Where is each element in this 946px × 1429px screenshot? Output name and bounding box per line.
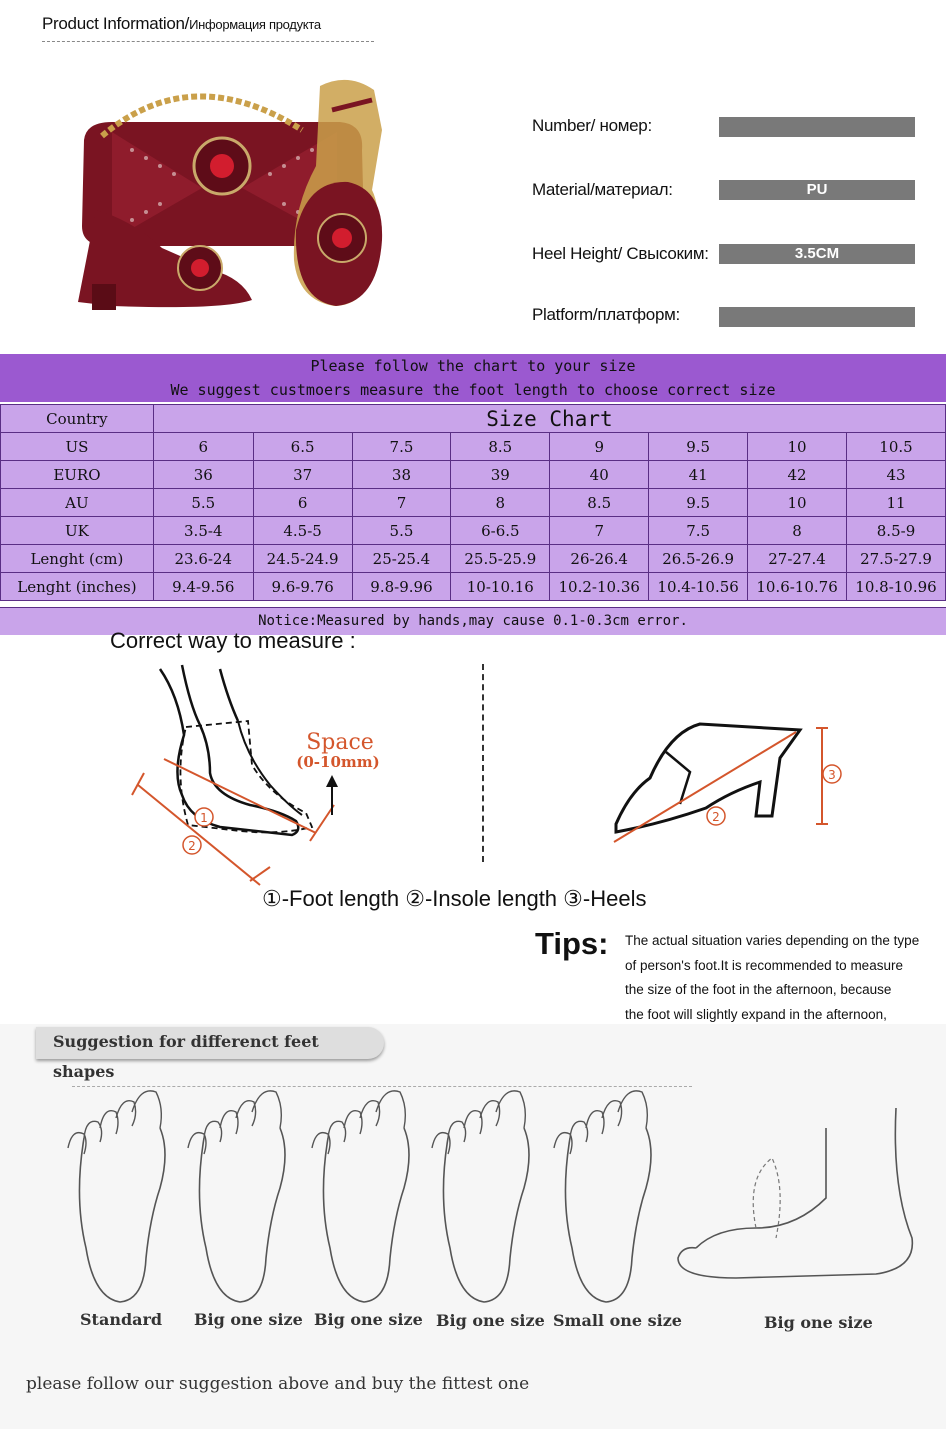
size-row-label: Lenght (cm) xyxy=(1,545,154,573)
size-cell: 8 xyxy=(748,517,847,545)
size-cell: 36 xyxy=(153,461,253,489)
size-cell: 6 xyxy=(253,489,352,517)
size-cell: 7 xyxy=(352,489,451,517)
size-chart-instruction: Please follow the chart to your size xyxy=(310,357,636,375)
tips-title: Tips: xyxy=(535,926,609,961)
foot-big-toe-icon xyxy=(188,1091,285,1302)
size-row xyxy=(1,461,946,489)
measure-notice: Notice:Measured by hands,may cause 0.1-0.3cm error. xyxy=(0,607,946,635)
size-cell: 8.5 xyxy=(550,489,649,517)
size-cell: 9.6-9.76 xyxy=(253,573,352,601)
size-cell: 6.5 xyxy=(253,433,352,461)
marker-insole-heel: 2 xyxy=(712,810,720,824)
foot-label-big-3: Big one size xyxy=(436,1311,545,1330)
size-cell: 3.5-4 xyxy=(153,517,253,545)
size-chart-title: Size Chart xyxy=(153,405,945,433)
closing-advice: please follow our suggestion above and buy the fittest one xyxy=(26,1374,530,1394)
size-cell: 26-26.4 xyxy=(550,545,649,573)
size-cell: 25.5-25.9 xyxy=(451,545,550,573)
size-cell: 6-6.5 xyxy=(451,517,550,545)
spec-material-label: Material/материал: xyxy=(532,180,673,199)
size-row xyxy=(1,545,946,573)
size-cell: 10.6-10.76 xyxy=(748,573,847,601)
size-cell: 9.4-9.56 xyxy=(153,573,253,601)
size-cell: 27.5-27.9 xyxy=(847,545,946,573)
size-row-label: AU xyxy=(1,489,154,517)
foot-wide-icon xyxy=(432,1091,529,1302)
title-underline xyxy=(42,41,374,42)
size-row-label: EURO xyxy=(1,461,154,489)
size-cell: 25-25.4 xyxy=(352,545,451,573)
size-cell: 23.6-24 xyxy=(153,545,253,573)
size-cell: 38 xyxy=(352,461,451,489)
foot-label-standard: Standard xyxy=(80,1310,163,1329)
size-cell: 4.5-5 xyxy=(253,517,352,545)
size-cell: 8.5 xyxy=(451,433,550,461)
size-cell: 9 xyxy=(550,433,649,461)
tips-line: of person's foot.It is recommended to measure xyxy=(625,957,903,973)
size-cell: 9.8-9.96 xyxy=(352,573,451,601)
size-cell: 10 xyxy=(748,433,847,461)
size-cell: 7 xyxy=(550,517,649,545)
size-cell: 9.5 xyxy=(649,489,748,517)
feet-shapes-heading: Suggestion for differenct feet shapes xyxy=(36,1027,384,1059)
tips-line: the size of the foot in the afternoon, because xyxy=(625,982,892,997)
size-cell: 10.5 xyxy=(847,433,946,461)
size-cell: 9.5 xyxy=(649,433,748,461)
size-cell: 26.5-26.9 xyxy=(649,545,748,573)
country-header: Country xyxy=(1,405,154,433)
foot-standard-icon xyxy=(68,1091,165,1302)
size-cell: 8 xyxy=(451,489,550,517)
heel-measure-diagram xyxy=(610,712,850,852)
spec-platform-label: Platform/платформ: xyxy=(532,305,680,324)
size-cell: 5.5 xyxy=(153,489,253,517)
size-row xyxy=(1,573,946,601)
size-cell: 43 xyxy=(847,461,946,489)
tips-line: the foot will slightly expand in the afternoon, xyxy=(625,1006,887,1022)
spec-heel-value: 3.5CM xyxy=(719,244,915,264)
size-row-label: UK xyxy=(1,517,154,545)
size-cell: 10.4-10.56 xyxy=(649,573,748,601)
foot-long-toe-icon xyxy=(312,1091,409,1302)
size-cell: 40 xyxy=(550,461,649,489)
size-row xyxy=(1,433,946,461)
foot-label-big-2: Big one size xyxy=(314,1310,423,1329)
size-chart-body xyxy=(1,433,946,601)
size-cell: 27-27.4 xyxy=(748,545,847,573)
spec-platform-value xyxy=(719,307,915,327)
foot-narrow-icon xyxy=(554,1091,651,1302)
size-chart-header-row xyxy=(1,405,946,433)
size-row-label: Lenght (inches) xyxy=(1,573,154,601)
size-cell: 41 xyxy=(649,461,748,489)
size-cell: 10.8-10.96 xyxy=(847,573,946,601)
marker-foot-length: 1 xyxy=(200,811,208,825)
size-cell: 39 xyxy=(451,461,550,489)
page-title xyxy=(42,14,321,34)
tips-line: The actual situation varies depending on the type xyxy=(625,933,920,948)
size-cell: 8.5-9 xyxy=(847,517,946,545)
size-cell: 7.5 xyxy=(352,433,451,461)
spec-material-value: PU xyxy=(719,180,915,200)
size-cell: 10.2-10.36 xyxy=(550,573,649,601)
spec-heel-label: Heel Height/ Свысоким: xyxy=(532,244,709,263)
size-cell: 10 xyxy=(748,489,847,517)
foot-side-icon xyxy=(678,1108,912,1278)
size-chart-banner xyxy=(0,354,946,402)
marker-insole-length: 2 xyxy=(188,839,196,853)
size-row-label: US xyxy=(1,433,154,461)
foot-label-small: Small one size xyxy=(553,1311,682,1330)
spec-number-label: Number/ номер: xyxy=(532,116,652,135)
page-title-ru: Информация продукта xyxy=(189,17,321,32)
foot-label-big-1: Big one size xyxy=(194,1310,303,1329)
measure-divider xyxy=(482,664,484,862)
marker-heel-height: 3 xyxy=(828,768,836,782)
foot-measure-diagram xyxy=(120,655,400,887)
size-cell: 11 xyxy=(847,489,946,517)
feet-shapes-illustration xyxy=(56,1078,926,1310)
size-cell: 42 xyxy=(748,461,847,489)
spec-number-value xyxy=(719,117,915,137)
size-cell: 24.5-24.9 xyxy=(253,545,352,573)
product-image xyxy=(72,70,412,320)
space-label: Space xyxy=(306,730,374,755)
size-cell: 7.5 xyxy=(649,517,748,545)
size-chart-suggestion: We suggest custmoers measure the foot length to choose correct size xyxy=(170,381,776,399)
measure-legend: ①-Foot length ②-Insole length ③-Heels xyxy=(262,886,647,911)
size-row xyxy=(1,517,946,545)
size-cell: 37 xyxy=(253,461,352,489)
size-row xyxy=(1,489,946,517)
page-title-en: Product Information/ xyxy=(42,14,190,33)
size-cell: 10-10.16 xyxy=(451,573,550,601)
size-chart-table xyxy=(0,404,946,601)
space-range: (0-10mm) xyxy=(296,753,380,771)
size-cell: 5.5 xyxy=(352,517,451,545)
measure-title: Correct way to measure : xyxy=(110,628,356,653)
size-cell: 6 xyxy=(153,433,253,461)
foot-label-big-4: Big one size xyxy=(764,1313,873,1332)
